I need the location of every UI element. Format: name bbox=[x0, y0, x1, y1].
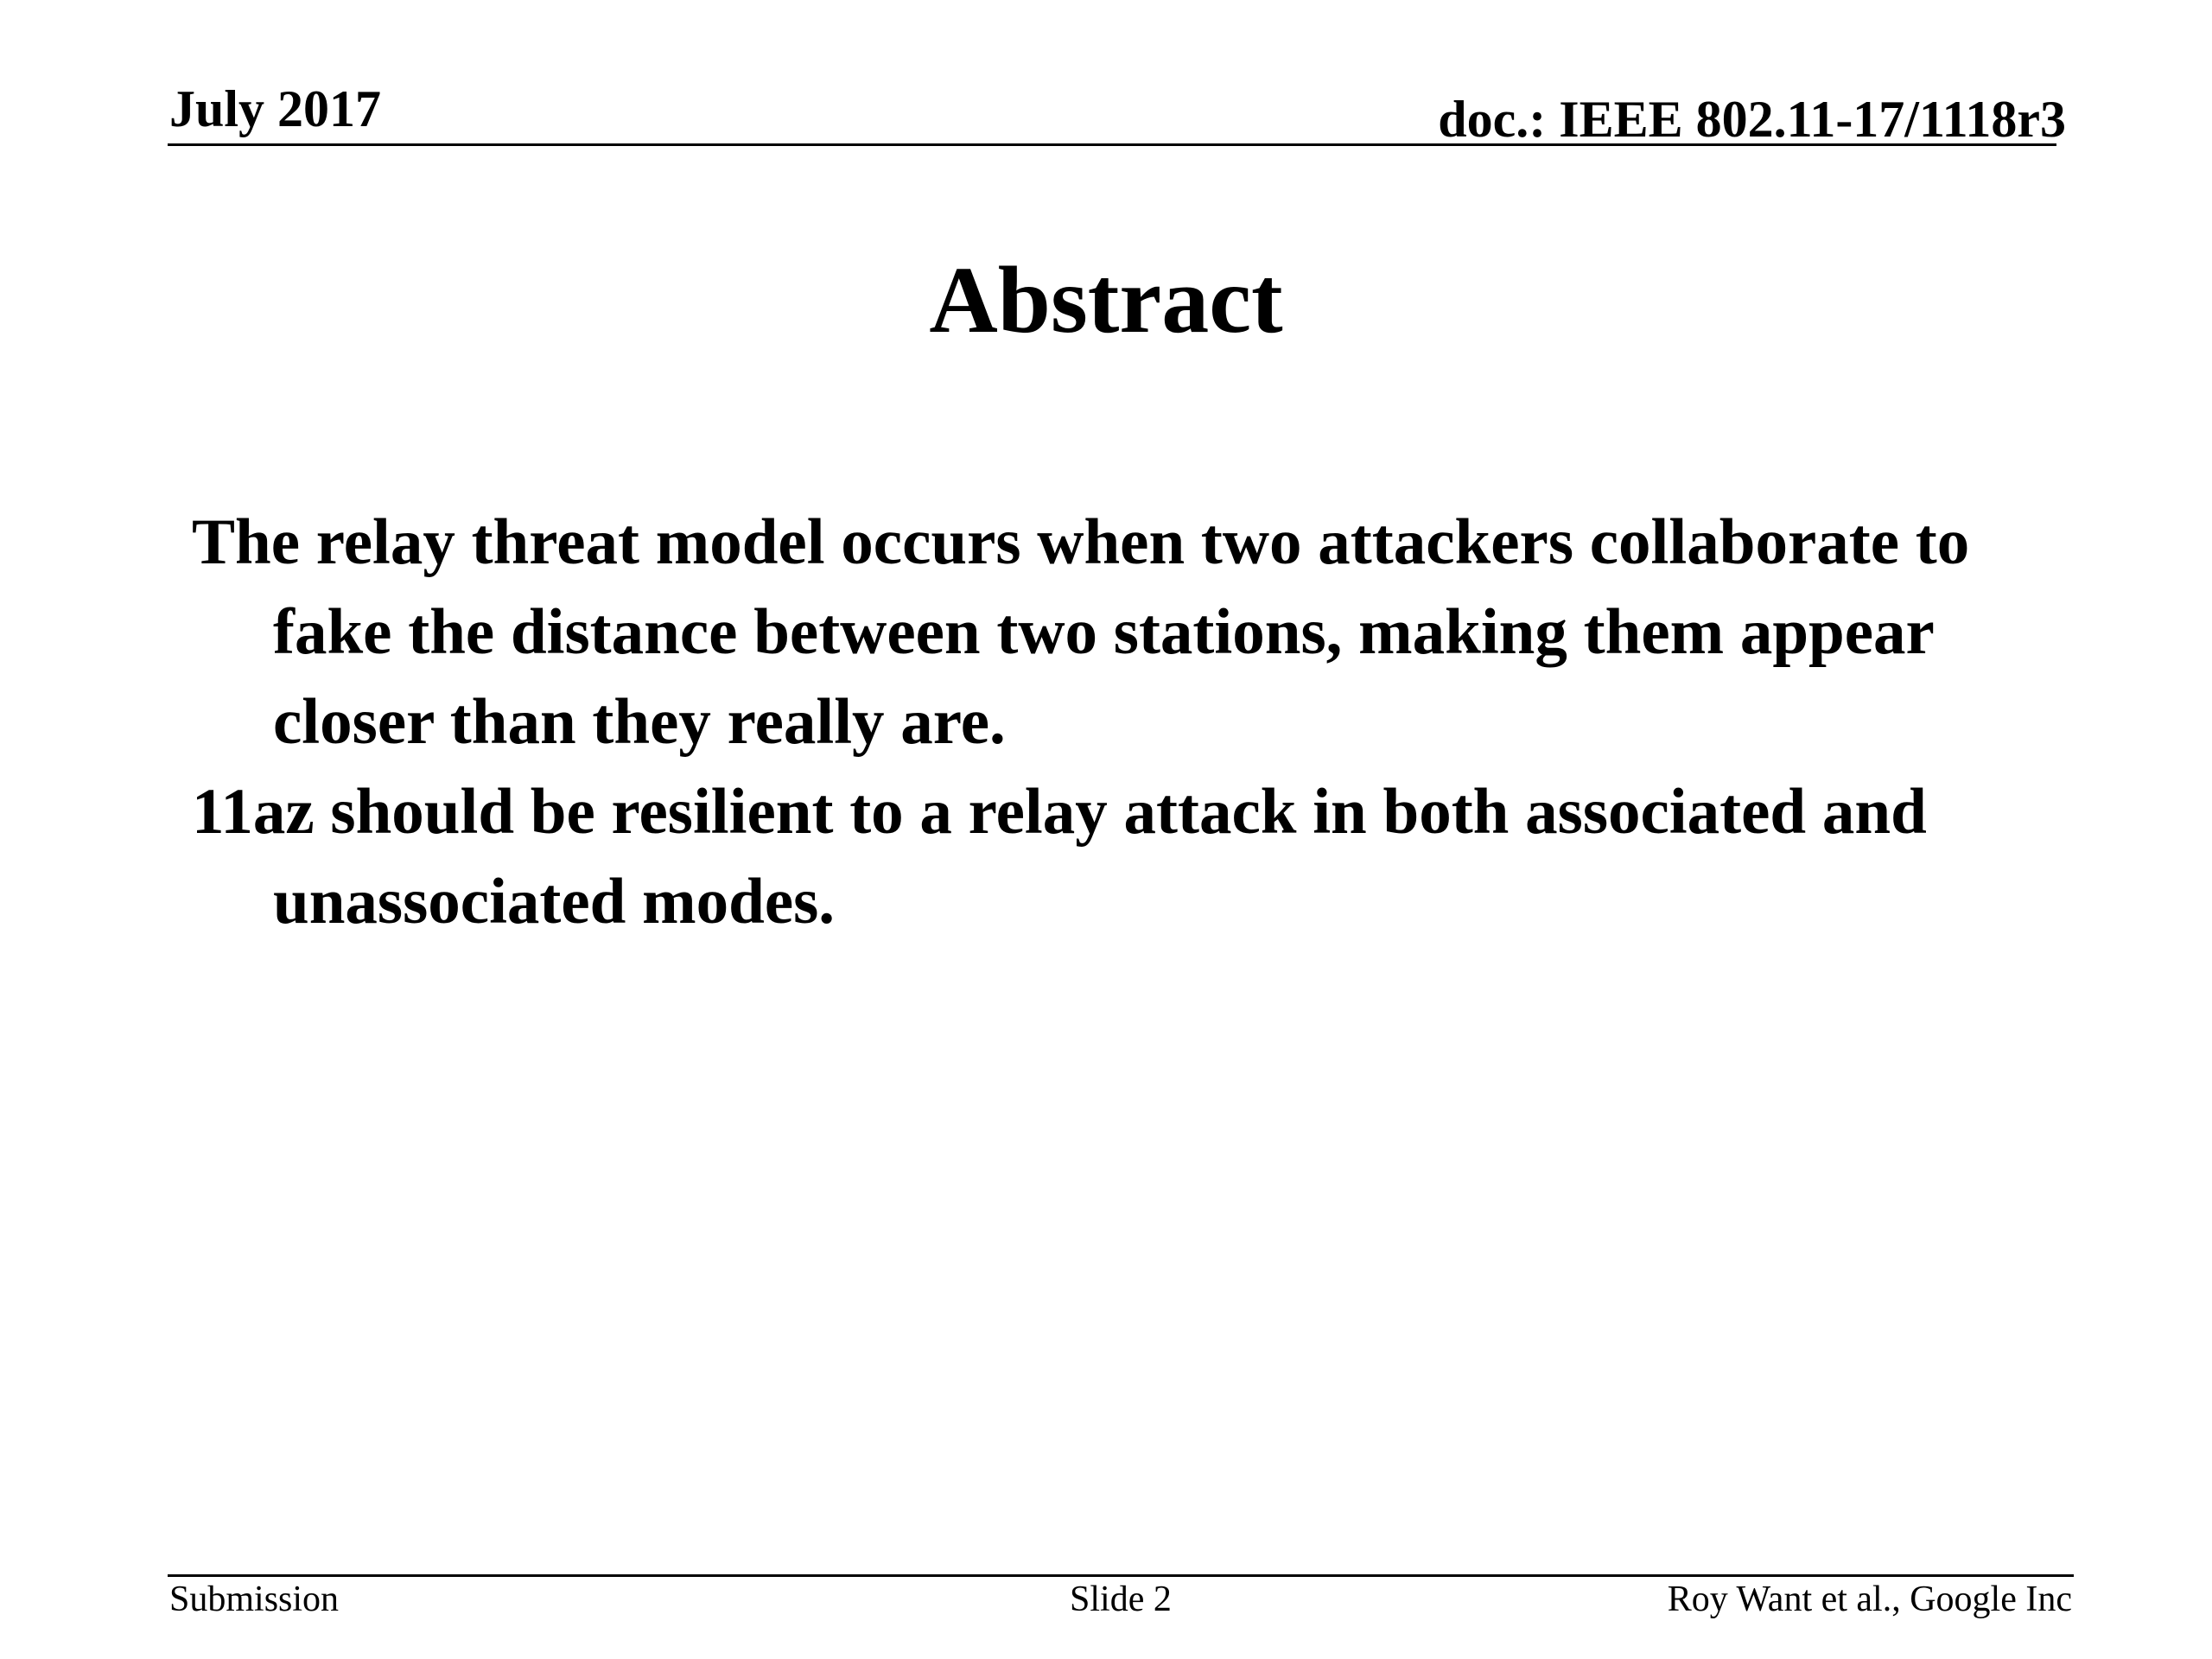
footer-slide-number: Slide 2 bbox=[1070, 1580, 1172, 1619]
header-date: July 2017 bbox=[169, 80, 382, 137]
slide-title: Abstract bbox=[929, 247, 1283, 353]
footer-authors: Roy Want et al., Google Inc bbox=[1667, 1580, 2072, 1619]
body-paragraph-2: 11az should be resilient to a relay attack in both associated and unassociated modes. bbox=[192, 776, 1927, 938]
slide-body bbox=[192, 498, 2024, 947]
footer-submission: Submission bbox=[169, 1580, 340, 1619]
header-divider bbox=[168, 143, 2056, 146]
footer-divider bbox=[168, 1574, 2074, 1577]
header-doc-id: doc.: IEEE 802.11-17/1118r3 bbox=[1438, 91, 2066, 148]
body-paragraph-1: The relay threat model occurs when two attackers collaborate to fake the distance between two stations, making them appear closer than they really are. bbox=[192, 506, 1970, 758]
